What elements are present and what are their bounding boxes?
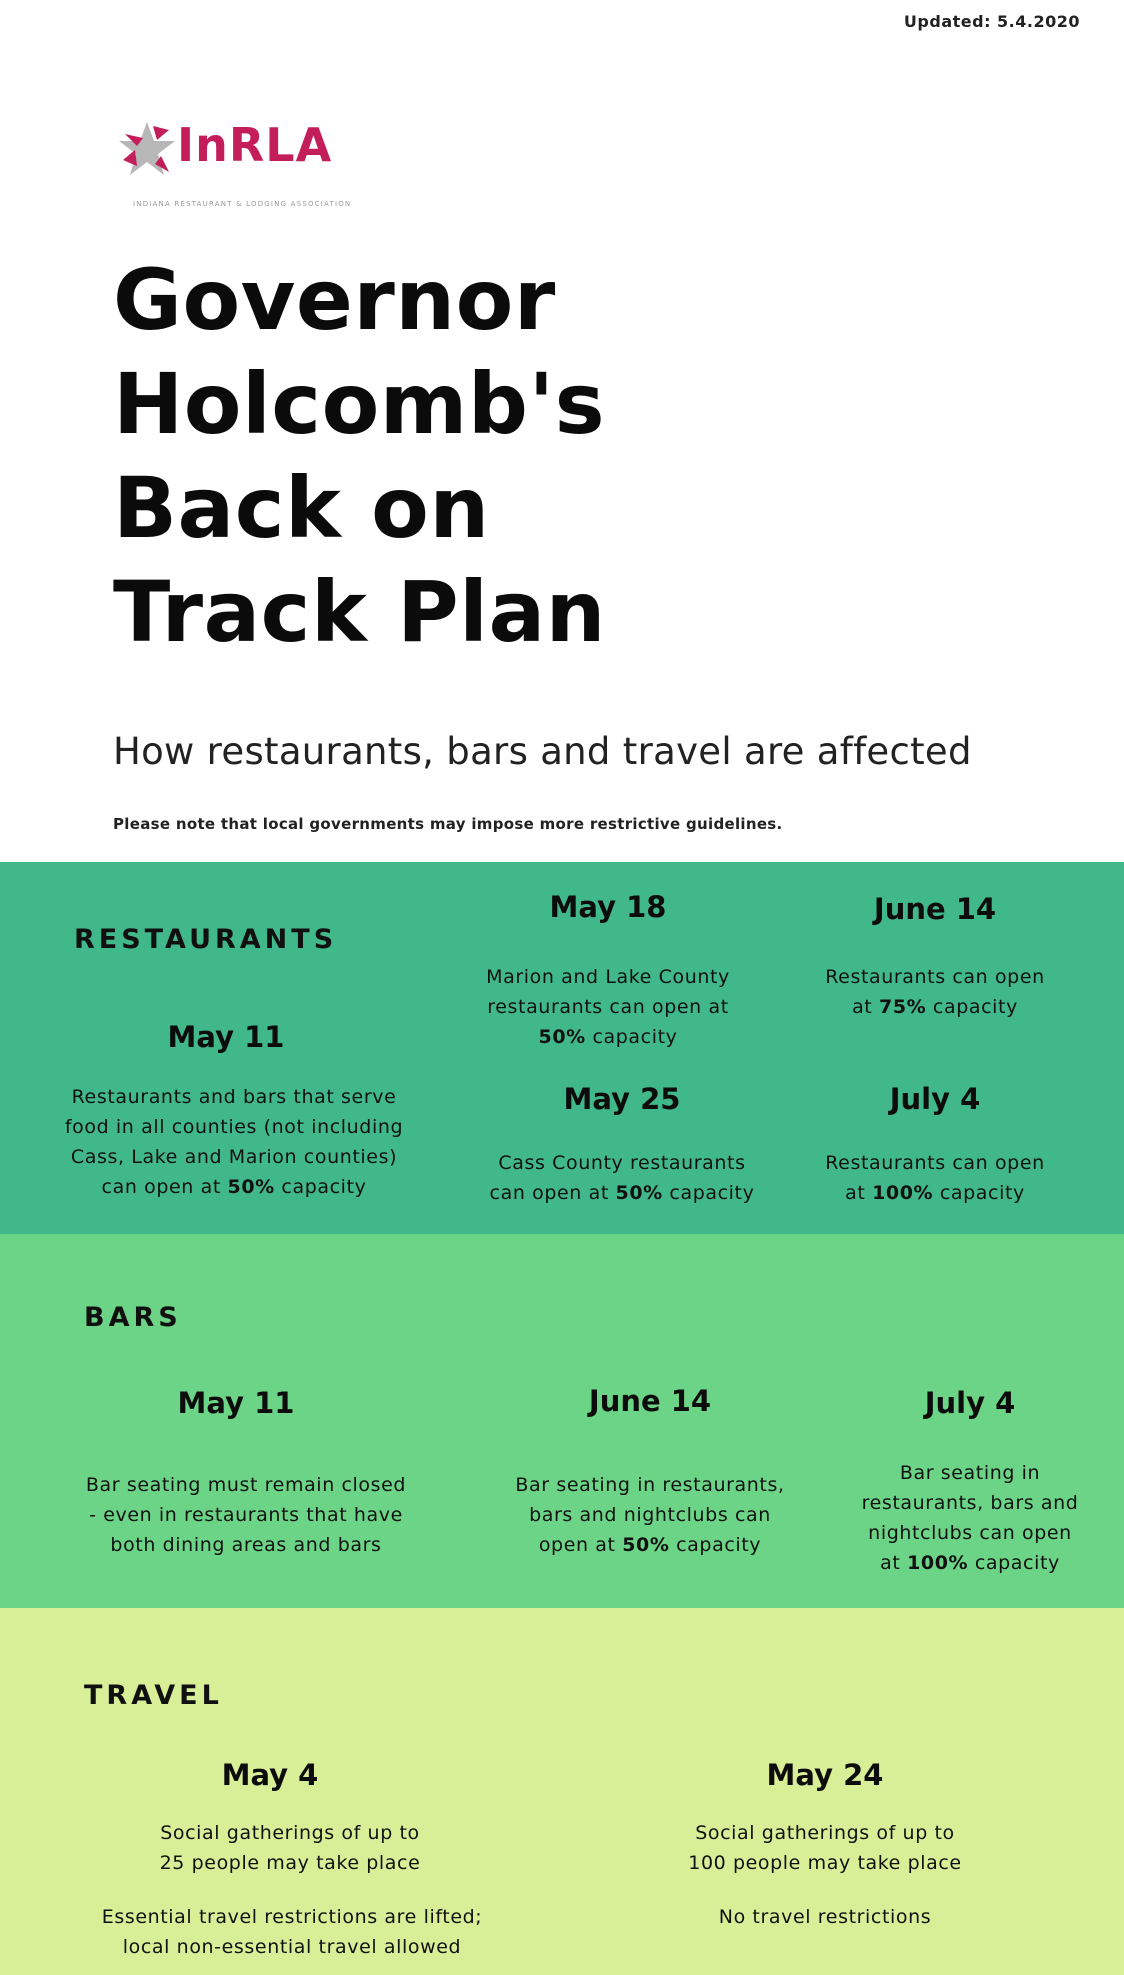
desc-line: Bar seating must remain closed <box>85 1474 407 1496</box>
star-icon <box>117 120 177 178</box>
desc-line: bars and nightclubs can <box>529 1504 771 1526</box>
desc-line: food in all counties (not including <box>64 1116 404 1138</box>
desc-line: Social gatherings of up to <box>695 1822 955 1844</box>
desc-line: local non-essential travel allowed <box>122 1936 462 1958</box>
milestone-description <box>80 1818 500 1878</box>
desc-line: at 100% capacity <box>880 1552 1060 1574</box>
desc-line: can open at 50% capacity <box>489 1182 755 1204</box>
milestone-description <box>14 1082 454 1202</box>
logo-tagline: INDIANA RESTAURANT & LODGING ASSOCIATION <box>133 200 352 208</box>
disclaimer-note: Please note that local governments may impose more restrictive guidelines. <box>113 815 783 833</box>
section-title: RESTAURANTS <box>74 924 338 955</box>
milestone-description <box>36 1470 456 1560</box>
desc-line: both dining areas and bars <box>110 1534 382 1556</box>
desc-line: Cass County restaurants <box>498 1152 746 1174</box>
desc-line: restaurants, bars and <box>861 1492 1079 1514</box>
desc-line: at 75% capacity <box>852 996 1018 1018</box>
title-line: Governor <box>113 251 556 349</box>
milestone-note <box>615 1902 1035 1932</box>
desc-line: Essential travel restrictions are lifted; <box>101 1906 483 1928</box>
desc-line: nightclubs can open <box>868 1522 1072 1544</box>
logo-wordmark: InRLA <box>177 118 333 172</box>
milestone-description <box>615 1818 1035 1878</box>
title-line: Back on <box>113 459 490 557</box>
desc-line: Social gatherings of up to <box>160 1822 420 1844</box>
section-title: TRAVEL <box>84 1680 223 1711</box>
milestone-date: June 14 <box>588 1384 712 1418</box>
milestone-date: May 11 <box>167 1020 285 1054</box>
milestone-date: May 24 <box>766 1758 884 1792</box>
inrla-logo <box>117 118 447 218</box>
milestone-description <box>795 962 1075 1022</box>
milestone-description <box>795 1148 1075 1208</box>
milestone-description <box>840 1458 1100 1578</box>
desc-line: Restaurants and bars that serve <box>71 1086 397 1108</box>
page-title <box>113 248 913 664</box>
desc-line: - even in restaurants that have <box>89 1504 403 1526</box>
milestone-date: May 11 <box>177 1386 295 1420</box>
subtitle: How restaurants, bars and travel are affected <box>113 730 972 773</box>
milestone-date: May 4 <box>221 1758 319 1792</box>
desc-line: can open at 50% capacity <box>101 1176 367 1198</box>
milestone-date: July 4 <box>924 1386 1016 1420</box>
milestone-date: May 25 <box>563 1082 681 1116</box>
desc-line: Restaurants can open <box>825 1152 1045 1174</box>
milestone-date: May 18 <box>549 890 667 924</box>
bars-section <box>0 1234 1124 1608</box>
milestone-date: June 14 <box>873 892 997 926</box>
milestone-date: July 4 <box>889 1082 981 1116</box>
desc-line: open at 50% capacity <box>538 1534 762 1556</box>
desc-line: No travel restrictions <box>718 1906 932 1928</box>
title-line: Holcomb's <box>113 355 606 453</box>
restaurants-section <box>0 862 1124 1234</box>
travel-section <box>0 1608 1124 1975</box>
desc-line: Restaurants can open <box>825 966 1045 988</box>
desc-line: Cass, Lake and Marion counties) <box>70 1146 398 1168</box>
updated-date: Updated: 5.4.2020 <box>903 12 1080 31</box>
milestone-description <box>443 962 773 1052</box>
section-title: BARS <box>84 1302 182 1333</box>
desc-line: at 100% capacity <box>845 1182 1025 1204</box>
milestone-note <box>62 1902 522 1962</box>
desc-line: Marion and Lake County <box>486 966 730 988</box>
desc-line: Bar seating in <box>899 1462 1041 1484</box>
milestone-description <box>457 1148 787 1208</box>
desc-line: 50% capacity <box>538 1026 678 1048</box>
title-line: Track Plan <box>113 563 606 661</box>
desc-line: 25 people may take place <box>159 1852 421 1874</box>
desc-line: restaurants can open at <box>487 996 729 1018</box>
desc-line: Bar seating in restaurants, <box>515 1474 785 1496</box>
milestone-description <box>480 1470 820 1560</box>
desc-line: 100 people may take place <box>688 1852 962 1874</box>
